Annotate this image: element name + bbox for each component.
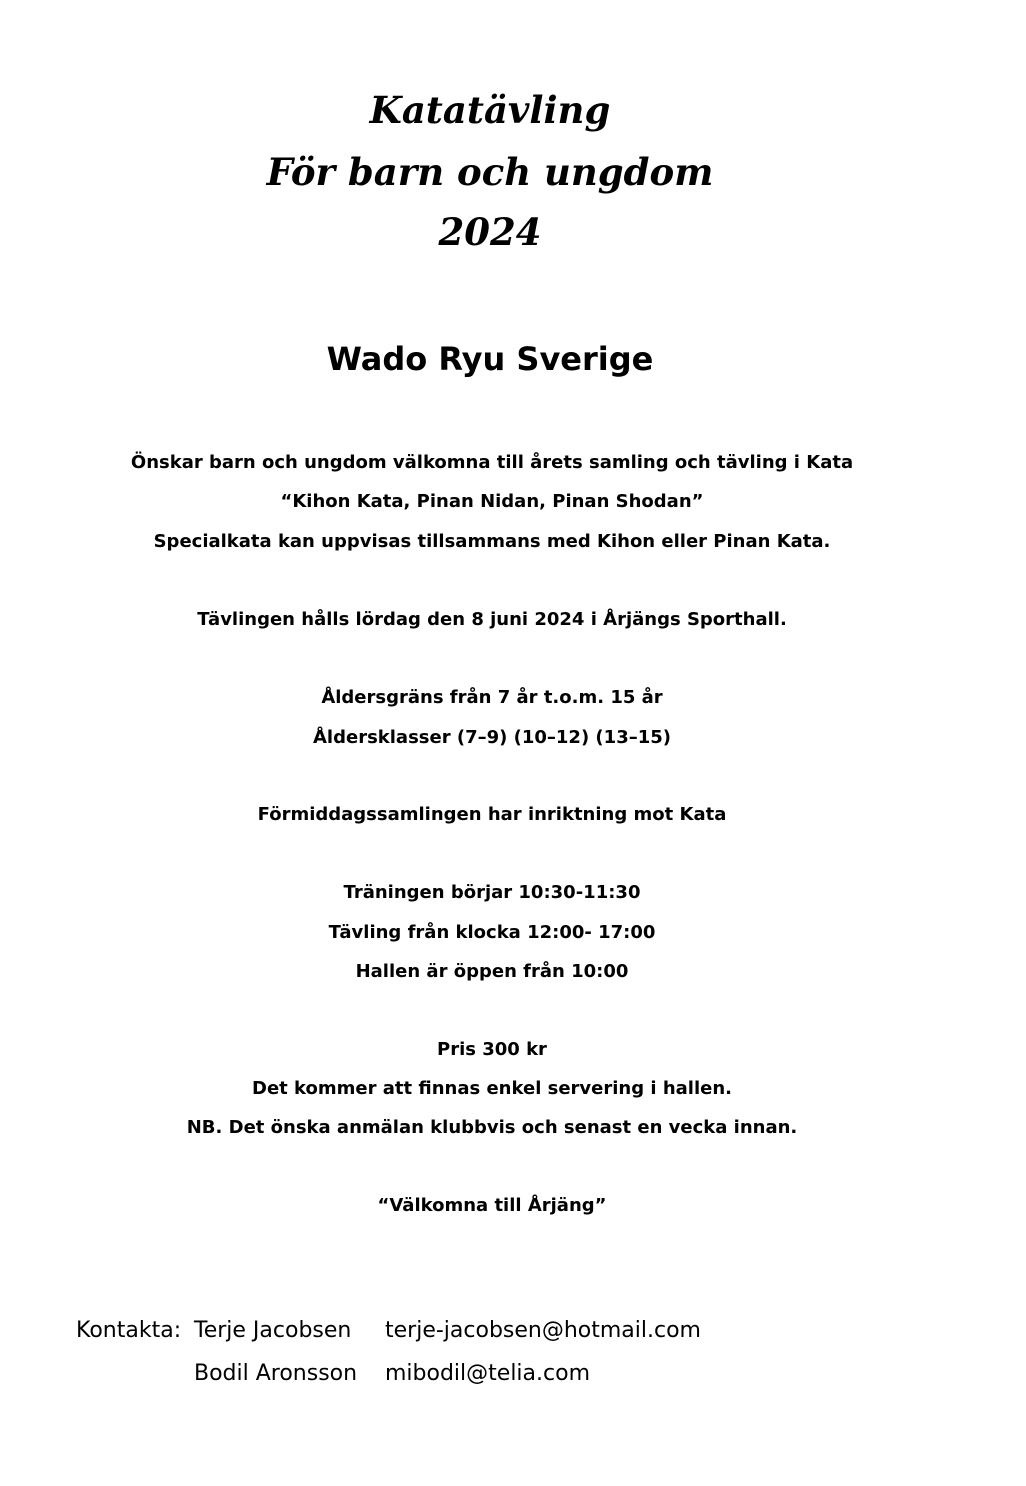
competition-time-text: Tävling från klocka 12:00- 17:00 [328,922,656,943]
title-line-1: Katatävling [369,88,611,132]
welcome-text: “Välkomna till Årjäng” [377,1195,607,1216]
title-year: 2024 [438,210,542,254]
kata-list-text: “Kihon Kata, Pinan Nidan, Pinan Shodan” [280,491,704,512]
special-kata-text: Specialkata kan uppvisas tillsammans med Kihon eller Pinan Kata. [153,531,831,552]
age-classes-text: Åldersklasser (7–9) (10–12) (13–15) [313,727,671,748]
contact-email-link[interactable]: mibodil@telia.com [385,1361,591,1386]
contact-email-link[interactable]: terje-jacobsen@hotmail.com [385,1318,701,1343]
age-limit-text: Åldersgräns från 7 år t.o.m. 15 år [321,687,663,708]
catering-text: Det kommer att finnas enkel servering i hallen. [252,1078,732,1099]
venue-text: Tävlingen hålls lördag den 8 juni 2024 i Årjängs Sporthall. [197,609,787,630]
contact-name: Bodil Aronsson [194,1361,358,1386]
price-text: Pris 300 kr [437,1039,547,1060]
registration-note-text: NB. Det önska anmälan klubbvis och senast en vecka innan. [186,1117,798,1138]
organization-heading: Wado Ryu Sverige [326,340,654,378]
training-time-text: Träningen börjar 10:30-11:30 [343,882,641,903]
contact-name: Terje Jacobsen [194,1318,352,1343]
title-line-2: För barn och ungdom [266,150,714,194]
morning-focus-text: Förmiddagssamlingen har inriktning mot Kata [257,804,727,825]
contact-label: Kontakta: [76,1318,182,1343]
intro-text: Önskar barn och ungdom välkomna till årets samling och tävling i Kata [130,452,854,473]
hall-open-text: Hallen är öppen från 10:00 [355,961,629,982]
